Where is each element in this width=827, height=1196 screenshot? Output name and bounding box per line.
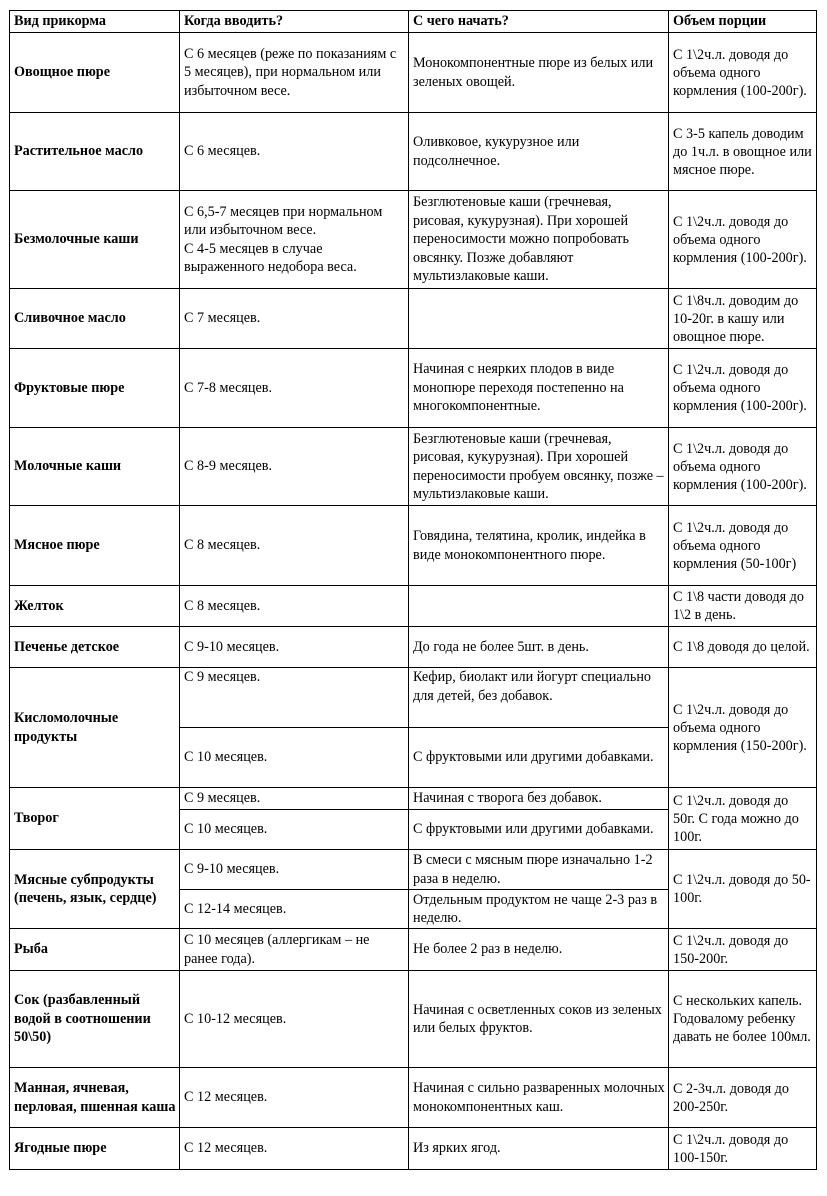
start-cell: Безглютеновые каши (гречневая, рисовая, кукурузная). При хорошей переносимости можно попробовать овсянку. Позже добавляют мультизлаковые каши. [409,191,669,289]
when-cell [180,191,409,289]
when-cell: С 9-10 месяцев. [180,627,409,668]
table-row [10,586,817,627]
food-name: Ягодные пюре [10,1128,180,1170]
table-row [10,428,817,506]
food-name: Растительное масло [10,113,180,191]
start-cell: Начиная с сильно разваренных молочных монокомпонентных каш. [409,1068,669,1128]
food-name: Фруктовые пюре [10,349,180,428]
portion-cell: С 3-5 капель доводим до 1ч.л. в овощное или мясное пюре. [669,113,817,191]
start-cell [409,586,669,627]
portion-cell: С 1\2ч.л. доводя до 100-150г. [669,1128,817,1170]
food-name: Кисломолочные продукты [10,668,180,788]
portion-cell: С 2-3ч.л. доводя до 200-250г. [669,1068,817,1128]
portion-cell: С 1\2ч.л. доводя до объема одного кормления (100-200г). [669,428,817,506]
when-cell: С 10 месяцев. [180,810,409,850]
start-cell: Отдельным продуктом не чаще 2-3 раз в неделю. [409,890,669,929]
feeding-table [9,10,817,1170]
when-cell: С 12-14 месяцев. [180,890,409,929]
food-name: Творог [10,788,180,850]
start-cell: Оливковое, кукурузное или подсолнечное. [409,113,669,191]
portion-cell: С 1\8 доводя до целой. [669,627,817,668]
table-row [10,191,817,289]
start-cell: Не более 2 раз в неделю. [409,929,669,971]
start-cell: До года не более 5шт. в день. [409,627,669,668]
table-row [10,33,817,113]
when-cell: С 9 месяцев. [180,668,409,728]
portion-cell: С 1\2ч.л. доводя до объема одного кормления (50-100г) [669,506,817,586]
when-cell: С 8 месяцев. [180,506,409,586]
header-start: С чего начать? [409,11,669,33]
portion-cell: С 1\2ч.л. доводя до 50-100г. [669,850,817,929]
when-cell: С 6 месяцев (реже по показаниям с 5 месяцев), при нормальном или избыточном весе. [180,33,409,113]
when-cell: С 8-9 месяцев. [180,428,409,506]
table-row [10,850,817,890]
when-cell: С 6 месяцев. [180,113,409,191]
food-name: Мясные субпродукты (печень, язык, сердце) [10,850,180,929]
portion-cell: С 1\2ч.л. доводя до объема одного кормления (100-200г). [669,191,817,289]
start-cell: С фруктовыми или другими добавками. [409,810,669,850]
when-line: С 4-5 месяцев в случае выраженного недобора веса. [184,240,357,275]
when-cell: С 12 месяцев. [180,1128,409,1170]
food-name: Рыба [10,929,180,971]
when-cell: С 10 месяцев. [180,728,409,788]
portion-cell: С 1\8ч.л. доводим до 10-20г. в кашу или овощное пюре. [669,289,817,349]
food-name: Сливочное масло [10,289,180,349]
portion-cell: С нескольких капель. Годовалому ребенку давать не более 100мл. [669,971,817,1068]
start-cell: Начиная с неярких плодов в виде монопюре переходя постепенно на многокомпонентные. [409,349,669,428]
start-cell: Монокомпонентные пюре из белых или зеленых овощей. [409,33,669,113]
table-row [10,289,817,349]
start-cell: Из ярких ягод. [409,1128,669,1170]
start-cell: Безглютеновые каши (гречневая, рисовая, кукурузная). При хорошей переносимости пробуем овсянку, позже – мультизлаковые каши. [409,428,669,506]
food-name: Желток [10,586,180,627]
food-name: Безмолочные каши [10,191,180,289]
start-cell: Начиная с осветленных соков из зеленых или белых фруктов. [409,971,669,1068]
portion-cell: С 1\2ч.л. доводя до 150-200г. [669,929,817,971]
header-when: Когда вводить? [180,11,409,33]
food-name: Печенье детское [10,627,180,668]
food-name: Сок (разбавленный водой в соотношении 50\50) [10,971,180,1068]
table-row [10,1068,817,1128]
start-cell: Начиная с творога без добавок. [409,788,669,810]
portion-cell: С 1\2ч.л. доводя до объема одного кормления (150-200г). [669,668,817,788]
table-row [10,627,817,668]
table-row [10,788,817,810]
when-cell: С 7-8 месяцев. [180,349,409,428]
when-line: С 6,5-7 месяцев при нормальном или избыточном весе. [184,203,383,238]
table-row [10,1128,817,1170]
portion-cell: С 1\8 части доводя до 1\2 в день. [669,586,817,627]
start-cell: Говядина, телятина, кролик, индейка в виде монокомпонентного пюре. [409,506,669,586]
when-cell: С 9-10 месяцев. [180,850,409,890]
table-row [10,349,817,428]
start-cell [409,289,669,349]
food-name: Молочные каши [10,428,180,506]
start-cell: С фруктовыми или другими добавками. [409,728,669,788]
table-row [10,668,817,728]
food-name: Манная, ячневая, перловая, пшенная каша [10,1068,180,1128]
portion-cell: С 1\2ч.л. доводя до объема одного кормления (100-200г). [669,33,817,113]
food-name: Овощное пюре [10,33,180,113]
when-cell: С 12 месяцев. [180,1068,409,1128]
portion-cell: С 1\2ч.л. доводя до 50г. С года можно до 100г. [669,788,817,850]
when-cell: С 7 месяцев. [180,289,409,349]
when-cell: С 10 месяцев (аллергикам – не ранее года). [180,929,409,971]
table-row [10,929,817,971]
start-cell: В смеси с мясным пюре изначально 1-2 раза в неделю. [409,850,669,890]
food-name: Мясное пюре [10,506,180,586]
header-portion: Объем порции [669,11,817,33]
start-cell: Кефир, биолакт или йогурт специально для детей, без добавок. [409,668,669,728]
header-type: Вид прикорма [10,11,180,33]
header-row [10,11,817,33]
table-row [10,113,817,191]
portion-cell: С 1\2ч.л. доводя до объема одного кормления (100-200г). [669,349,817,428]
when-cell: С 8 месяцев. [180,586,409,627]
table-row [10,971,817,1068]
when-cell: С 9 месяцев. [180,788,409,810]
table-row [10,506,817,586]
when-cell: С 10-12 месяцев. [180,971,409,1068]
